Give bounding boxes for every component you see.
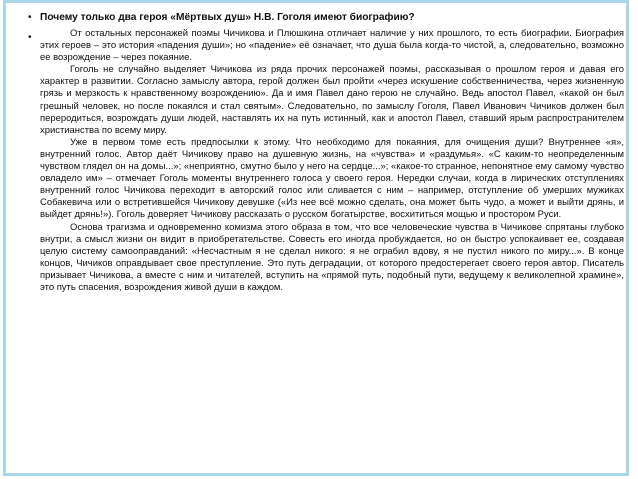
slide-content	[28, 12, 624, 294]
paragraph: Уже в первом томе есть предпосылки к этому. Что необходимо для покаяния, для очищения души? Внутреннее «я», внутренний голос. Автор даёт Чичикову право на душевную жизнь, на «чувства» и «раздумья». «С каким-то неопределенным чувством глядел он на домы...»; «неприятно, смутно было у него на сердце...»; «какое-то странное, непонятное ему самому чувство овладело им» – отмечает Гоголь моменты внутреннего голоса у своего героя. Нередки случаи, когда в лирических отступлениях внутренний голос Чичикова переходит в авторский голос или сливается с ним – например, отступление об умерших мужиках Собакевича или о встретившейся Чичикову девушке («Из нее всё можно сделать, она может быть чудо, а может и выйти дрянь, и выйдет дрянь!»). Гоголь доверяет Чичикову рассказать о русском богатырстве, восхититься мощью и простором Руси.	[40, 136, 624, 221]
slide-title: Почему только два героя «Мёртвых душ» Н.В. Гоголя имеют биографию?	[40, 12, 415, 23]
paragraph: Гоголь не случайно выделяет Чичикова из ряда прочих персонажей поэмы, рассказывая о прошлом героя и давая его характер в развитии. Согласно замыслу автора, герой должен был пройти «через искушение собственничества, через жизненную грязь и мерзкость к нравственному возрождению». Да и имя Павел дано герою не случайно. Ведь апостол Павел, «какой он был грешный человек, но после покаялся и стал святым». Следовательно, по замыслу Гоголя, Павел Иванович Чичиков должен был переродиться, возрождать души людей, наставлять их на путь истинный, как и апостол Павел, ставший ярым распространителем христианства по всему миру.	[40, 64, 624, 136]
body-item	[28, 28, 624, 294]
body-text	[40, 28, 624, 294]
title-item	[28, 12, 624, 24]
bullet-icon: •	[28, 12, 32, 23]
paragraph: Основа трагизма и одновременно комизма этого образа в том, что все человеческие чувства в Чичикове спрятаны глубоко внутри, а смысл жизни он видит в приобретательстве. Совесть его иногда пробуждается, но он быстро успокаивает ее, создавая целую систему самооправданий: «Несчастным я не сделал никого: я не ограбил вдову, я не пустил никого по миру...». В конце концов, Чичиков оправдывает свое преступление. Это путь деградации, от которого предостерегает своего героя автор. Писатель призывает Чичикова, а вместе с ним и читателей, вступить на «прямой путь, подобный пути, ведущему к великолепной храмине», это путь спасения, возрождения живой души в каждом.	[40, 221, 624, 293]
slide-frame	[3, 0, 629, 476]
paragraph: От остальных персонажей поэмы Чичикова и Плюшкина отличает наличие у них прошлого, то есть биографии. Биография этих героев – это история «падения души»; но «падение» её означает, что душа была когда-то чистой, а, следовательно, возможно ее возрождение – через покаяние.	[40, 28, 624, 64]
bullet-icon: •	[28, 32, 32, 43]
